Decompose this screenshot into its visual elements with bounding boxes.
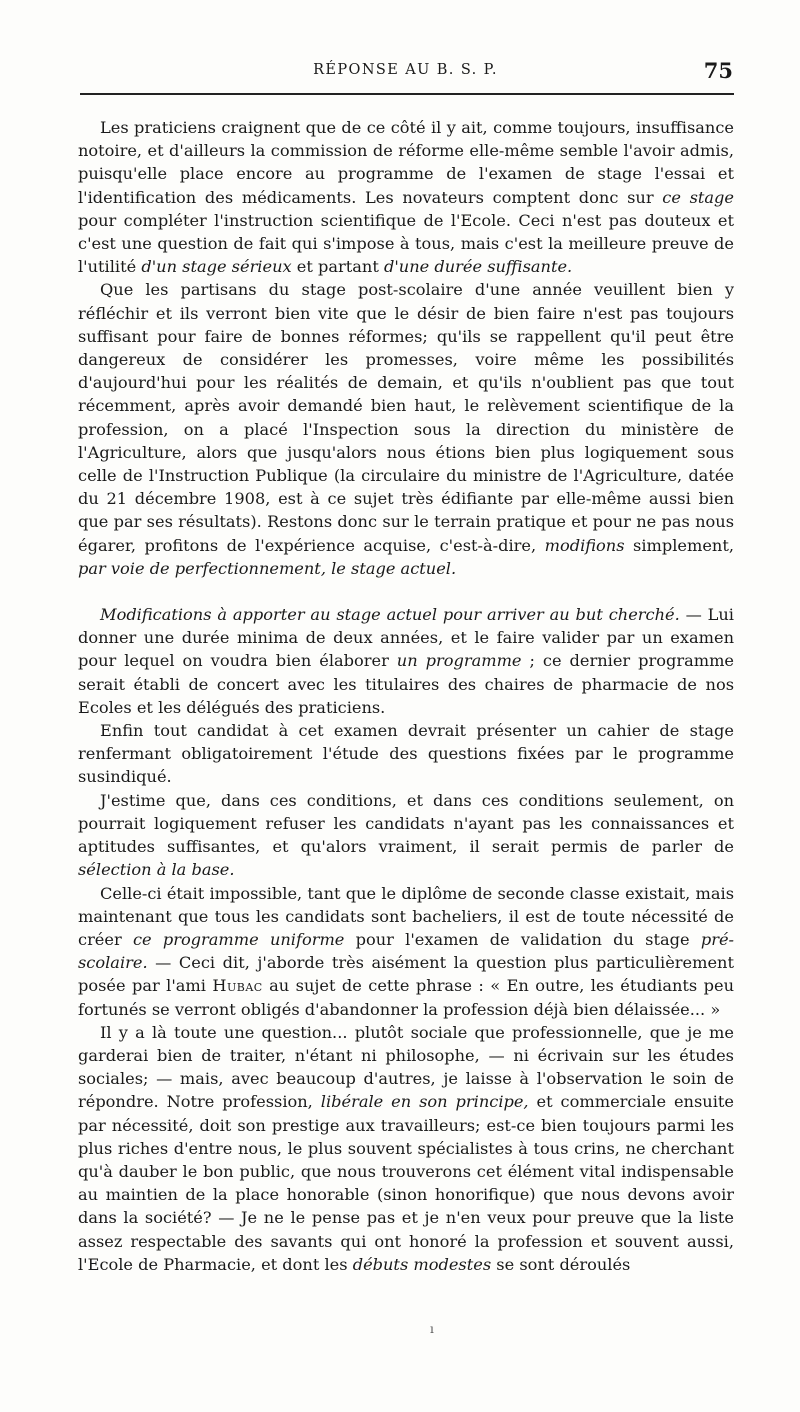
text-run: — Ceci dit, j'aborde très aisément la question plus particulièrement posée par l'ami	[78, 953, 734, 996]
paragraph-6	[78, 882, 734, 1021]
text-run: J'estime que, dans ces conditions, et dans ces conditions seulement, on pourrait logiquement refuser les candidats n'ayant pas les connaissances et aptitudes suffisantes, et qu'alors vraiment, il serait permis de parler de	[78, 790, 734, 857]
running-title: RÉPONSE AU B. S. P.	[313, 62, 498, 78]
paragraph-3-modifications	[78, 603, 734, 719]
text-run: pour compléter l'instruction scientifique de l'Ecole. Ceci n'est pas douteux et c'est une question de fait qui s'impose à tous, mais c'est la meilleure preuve de l'utilité	[78, 210, 734, 277]
italic-run: par voie de perfectionnement, le stage actuel.	[78, 558, 457, 578]
text-run: Que les partisans du stage post-scolaire d'une année veuillent bien y réfléchir et ils verront bien vite que le désir de bien faire n'est pas toujours suffisant pour faire de bonnes réformes; qu'ils se rappellent qu'il peut être dangereux de considérer les promesses, voire même les possibilités d'aujourd'hui pour les réalités de demain, et qu'ils n'oublient pas que tout récemment, après avoir demandé bien haut, le relèvement scientifique de la profession, on a placé l'Inspection sous la direction du ministère de l'Agriculture, alors que jusqu'alors nous étions bien plus logiquement sous celle de l'Instruction Publique (la circulaire du ministre de l'Agriculture, datée du 21 décembre 1908, est à ce sujet très édifiante par elle-même aussi bien que par ses résultats). Restons donc sur le terrain pratique et pour ne pas nous égarer, profitons de l'expérience acquise, c'est-à-dire,	[78, 280, 734, 555]
author-name: Hubac	[212, 976, 263, 996]
text-run: et partant	[291, 257, 384, 277]
italic-run: sélection à la base.	[78, 860, 235, 880]
text-run: Enfin tout candidat à cet examen devrait présenter un cahier de stage renfermant obligatoirement l'étude des questions fixées par le programme susindiqué.	[78, 721, 734, 787]
italic-run: d'une durée suffisante.	[383, 257, 573, 277]
italic-run: un programme	[396, 651, 522, 671]
italic-run: modifions	[544, 535, 625, 555]
italic-run: libérale en son principe,	[320, 1092, 529, 1112]
italic-run: débuts modestes	[352, 1254, 492, 1274]
page-speck: ı	[430, 1322, 434, 1336]
paragraph-4	[78, 719, 734, 789]
text-run: et commerciale ensuite par nécessité, doit son prestige aux travailleurs; est-ce bien toujours parmi les plus riches d'entre nous, le plus souvent spécialistes à tous crins, ne cherchant qu'à dauber le bon public, que nous trouverons cet élément vital indispensable au maintien de la place honorable (sinon honorifique) que nous devons avoir dans la société? — Je ne le pense pas et je n'en veux pour preuve que la liste assez respectable des savants qui ont honoré la profession et souvent aussi, l'Ecole de Pharmacie, et dont les	[78, 1092, 734, 1274]
page-header	[78, 58, 733, 88]
italic-run: ce programme uniforme	[132, 929, 345, 949]
paragraph-1	[78, 116, 734, 278]
italic-run: d'un stage sérieux	[141, 257, 292, 277]
paragraph-5	[78, 789, 734, 882]
paragraph-7	[78, 1021, 734, 1276]
text-run: se sont déroulés	[491, 1254, 631, 1274]
italic-run: pré-scolaire.	[78, 929, 734, 973]
italic-run: ce stage	[662, 187, 734, 207]
text-run: Les praticiens craignent que de ce côté il y ait, comme toujours, insuffisance notoire, et d'ailleurs la commission de réforme elle-même semble l'avoir admis, puisqu'elle place encore au programme de l'examen de stage l'essai et l'identification des médicaments. Les novateurs comptent donc sur	[78, 118, 734, 207]
text-run: au sujet de cette phrase : « En outre, les étudiants peu fortunés se verront obligés d'abandonner la profession déjà bien délaissée... »	[78, 976, 734, 1019]
text-run: Celle-ci était impossible, tant que le diplôme de seconde classe existait, mais maintenant que tous les candidats sont bacheliers, il est de toute nécessité de créer	[78, 883, 734, 949]
body-text	[78, 116, 734, 1276]
text-run: ; ce dernier programme serait établi de concert avec les titulaires des chaires de pharmacie de nos Ecoles et les délégués des praticiens.	[78, 651, 734, 717]
text-run: pour l'examen de validation du stage	[344, 929, 701, 949]
page-number: 75	[703, 58, 733, 83]
text-run: Il y a là toute une question... plutôt sociale que professionnelle, que je me garderai bien de traiter, n'étant ni philosophe, — ni écrivain sur les études sociales; — mais, avec beaucoup d'autres, je laisse à l'observation le soin de répondre. Notre profession,	[78, 1022, 734, 1112]
paragraph-2	[78, 278, 734, 580]
italic-run: Modifications à apporter au stage actuel pour arriver au but cherché.	[100, 605, 680, 625]
header-rule	[80, 93, 734, 95]
text-run: simplement,	[624, 535, 735, 555]
text-run: — Lui donner une durée minima de deux années, et le faire valider par un examen pour lequel on voudra bien élaborer	[78, 605, 734, 671]
